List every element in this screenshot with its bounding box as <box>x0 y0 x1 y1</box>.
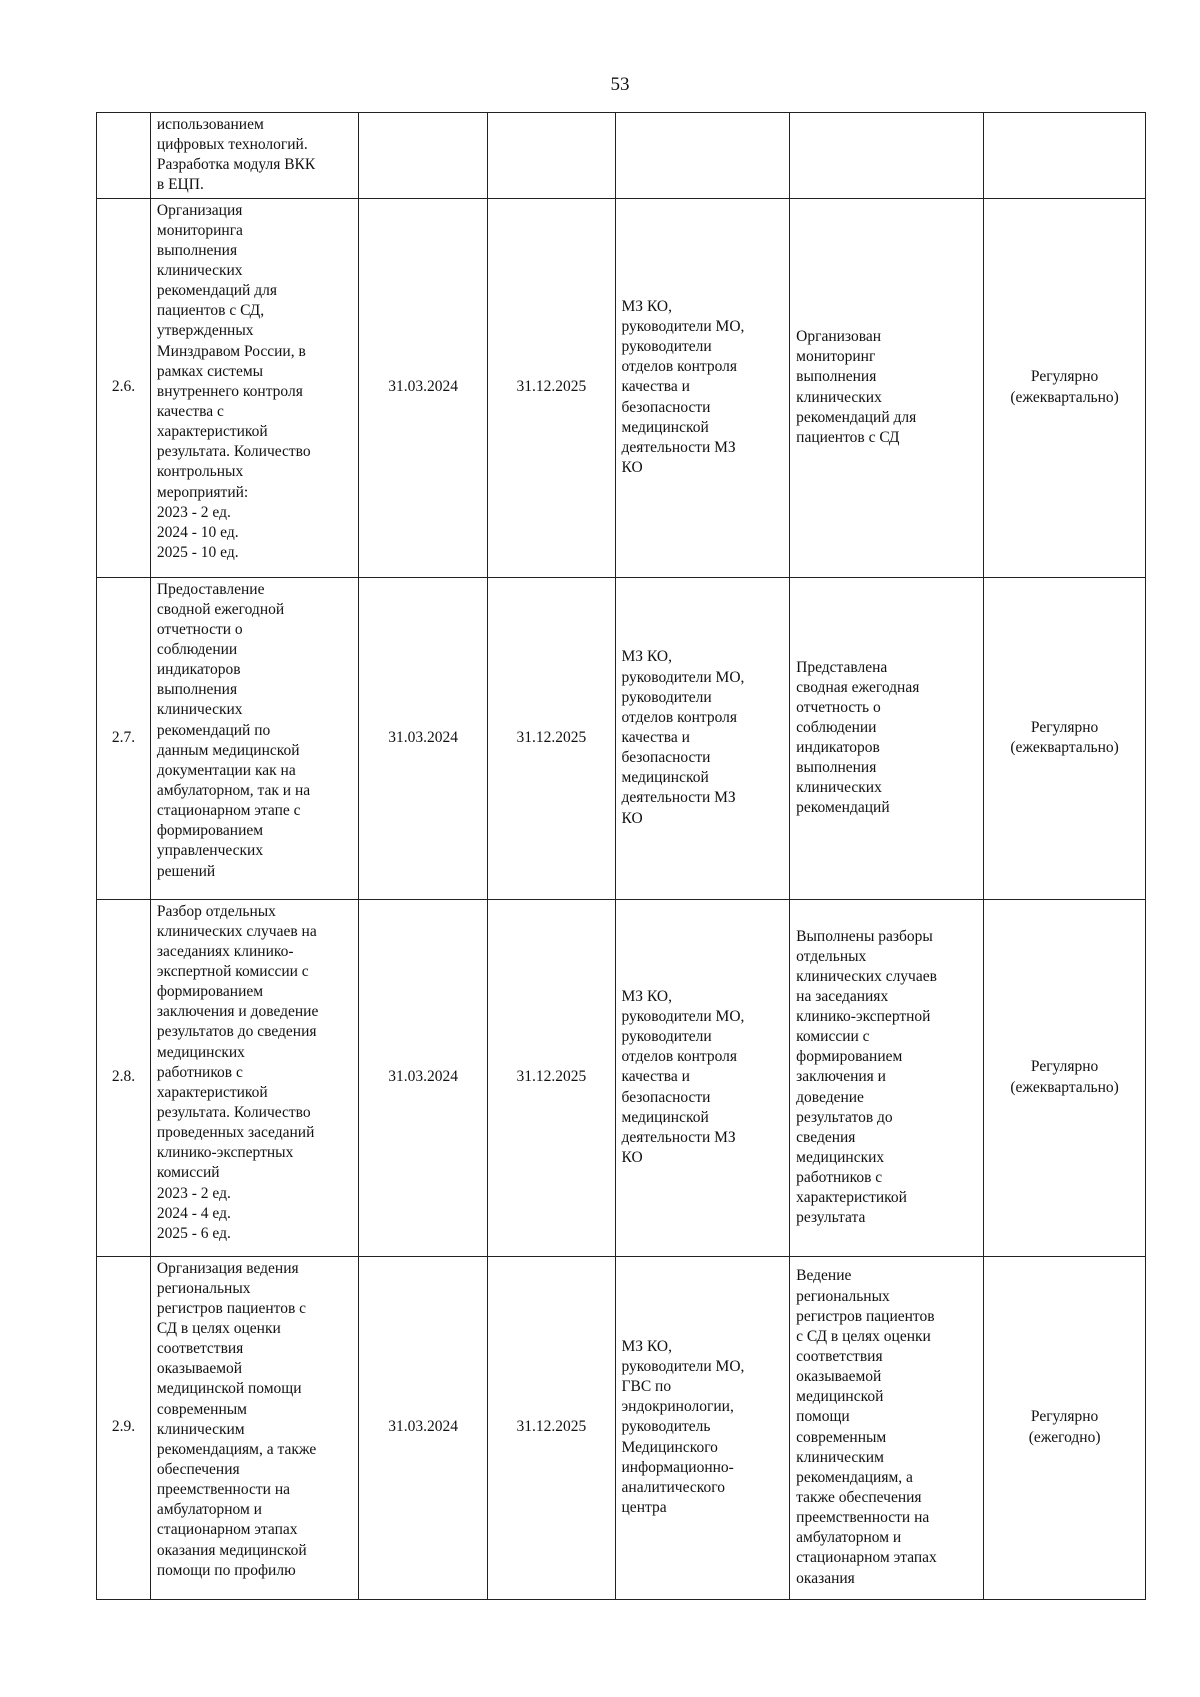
end-date: 31.12.2025 <box>488 899 615 1256</box>
table-row <box>97 1256 1146 1599</box>
row-number <box>97 113 151 199</box>
row-number: 2.8. <box>97 899 151 1256</box>
row-number: 2.9. <box>97 1256 151 1599</box>
row-number: 2.7. <box>97 577 151 899</box>
frequency <box>984 113 1146 199</box>
start-date: 31.03.2024 <box>358 1256 487 1599</box>
start-date: 31.03.2024 <box>358 198 487 577</box>
page-number: 53 <box>610 74 630 95</box>
activity-description: Организация ведения региональных регистров пациентов с СД в целях оценки соответствия оказываемой медицинской помощи современным клиническим рекомендациям, а также обеспечения преемственности на амбулаторном и стационарном этапах оказания медицинской помощи по профилю <box>150 1256 358 1599</box>
activity-description: Организация мониторинга выполнения клинических рекомендаций для пациентов с СД, утвержденных Минздравом России, в рамках системы внутреннего контроля качества с характеристикой результата. Количество контрольных мероприятий: 2023 - 2 ед. 2024 - 10 ед. 2025 - 10 ед. <box>150 198 358 577</box>
expected-result: Ведение региональных регистров пациентов с СД в целях оценки соответствия оказываемой медицинской помощи современным клиническим рекомендациям, а также обеспечения преемственности на амбулаторном и стационарном этапах оказания <box>790 1256 984 1599</box>
responsible-parties: МЗ КО, руководители МО, руководители отделов контроля качества и безопасности медицинской деятельности МЗ КО <box>615 198 790 577</box>
responsible-parties: МЗ КО, руководители МО, ГВС по эндокринологии, руководитель Медицинского информационно- аналитического центра <box>615 1256 790 1599</box>
frequency: Регулярно (ежеквартально) <box>984 577 1146 899</box>
frequency: Регулярно (ежеквартально) <box>984 899 1146 1256</box>
frequency: Регулярно (ежеквартально) <box>984 198 1146 577</box>
expected-result: Организован мониторинг выполнения клинических рекомендаций для пациентов с СД <box>790 198 984 577</box>
end-date: 31.12.2025 <box>488 198 615 577</box>
expected-result: Выполнены разборы отдельных клинических случаев на заседаниях клинико-экспертной комиссии с формированием заключения и доведение результатов до сведения медицинских работников с характеристикой результата <box>790 899 984 1256</box>
start-date <box>358 113 487 199</box>
end-date: 31.12.2025 <box>488 1256 615 1599</box>
activity-description: Разбор отдельных клинических случаев на заседаниях клинико- экспертной комиссии с формированием заключения и доведение результатов до сведения медицинских работников с характеристикой результата. Количество проведенных заседаний клинико-экспертных комиссий 2023 - 2 ед. 2024 - 4 ед. 2025 - 6 ед. <box>150 899 358 1256</box>
responsible-parties: МЗ КО, руководители МО, руководители отделов контроля качества и безопасности медицинской деятельности МЗ КО <box>615 577 790 899</box>
frequency: Регулярно (ежегодно) <box>984 1256 1146 1599</box>
table-row <box>97 113 1146 199</box>
table-row <box>97 577 1146 899</box>
responsible-parties: МЗ КО, руководители МО, руководители отделов контроля качества и безопасности медицинской деятельности МЗ КО <box>615 899 790 1256</box>
activity-description: использованием цифровых технологий. Разработка модуля ВКК в ЕЦП. <box>150 113 358 199</box>
responsible-parties <box>615 113 790 199</box>
action-plan-table <box>96 112 1146 1600</box>
activity-description: Предоставление сводной ежегодной отчетности о соблюдении индикаторов выполнения клинических рекомендаций по данным медицинской документации как на амбулаторном, так и на стационарном этапе с формированием управленческих решений <box>150 577 358 899</box>
start-date: 31.03.2024 <box>358 577 487 899</box>
table-row <box>97 899 1146 1256</box>
end-date: 31.12.2025 <box>488 577 615 899</box>
table-row <box>97 198 1146 577</box>
row-number: 2.6. <box>97 198 151 577</box>
expected-result <box>790 113 984 199</box>
end-date <box>488 113 615 199</box>
expected-result: Представлена сводная ежегодная отчетность о соблюдении индикаторов выполнения клинических рекомендаций <box>790 577 984 899</box>
start-date: 31.03.2024 <box>358 899 487 1256</box>
